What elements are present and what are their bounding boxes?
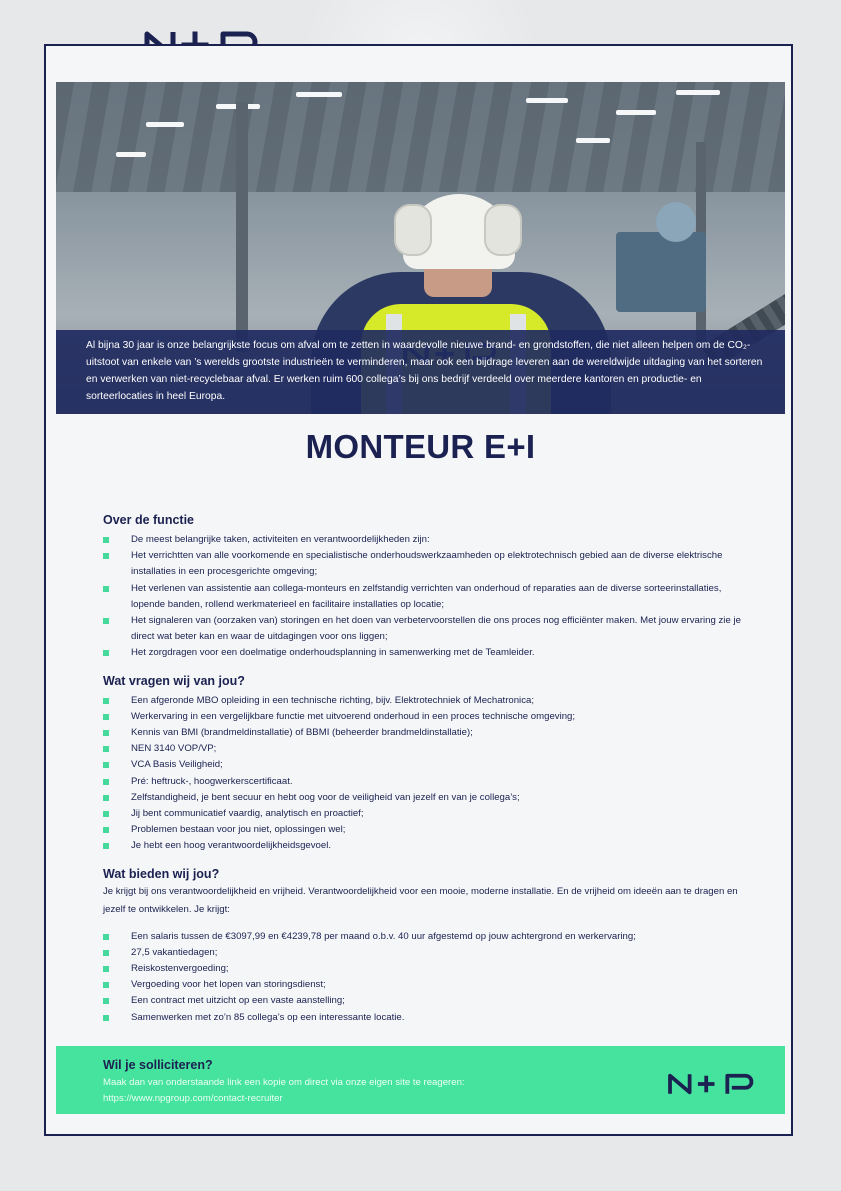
list-item: 27,5 vakantiedagen;: [103, 945, 743, 961]
np-logo-icon: [667, 1072, 759, 1096]
section-bieden-intro: Je krijgt bij ons verantwoordelijkheid en vrijheid. Verantwoordelijkheid voor een mooie, moderne installatie. En de vrijheid om ideeën aan te dragen en jezelf te ontwikkelen. Je krijgt:: [103, 885, 738, 915]
list-item: Je hebt een hoog verantwoordelijkheidsgevoel.: [103, 838, 743, 854]
list-item: Werkervaring in een vergelijkbare functie met uitvoerend onderhoud in een proces technische omgeving;: [103, 709, 743, 725]
hero-intro-text: Al bijna 30 jaar is onze belangrijkste focus om afval om te zetten in waardevolle nieuwe brand- en grondstoffen, die niet alleen helpen om de CO₂-uitstoot van enkele van ’s werelds grootste industrieën te verminderen, maar ook een bijdrage leveren aan de wereldwijde uitdaging van het sorteren en verwerken van niet-recyclebaar afval. Er werken ruim 600 collega’s bij ons bedrijf verdeeld over meerdere kantoren en productie- en sorteerlocaties in heel Europa.: [86, 340, 763, 402]
section-bieden: [103, 867, 743, 1026]
list-item: Reiskostenvergoeding;: [103, 961, 743, 977]
list-item: Een afgeronde MBO opleiding in een technische richting, bijv. Elektrotechniek of Mechatronica;: [103, 693, 743, 709]
list-item: VCA Basis Veiligheid;: [103, 757, 743, 773]
list-item: Het verlenen van assistentie aan collega-monteurs en zelfstandig verrichten van onderhoud of reparaties aan de diverse sorteerinstallaties, lopende banden, rollend werkmaterieel en facilitaire installaties op locatie;: [103, 581, 743, 613]
list-item: Zelfstandigheid, je bent secuur en hebt oog voor de veiligheid van jezelf en van je collega’s;: [103, 790, 743, 806]
section-heading-vragen: Wat vragen wij van jou?: [103, 673, 245, 688]
hero-image: [56, 82, 785, 414]
list-item: Een contract met uitzicht op een vaste aanstelling;: [103, 993, 743, 1009]
list-item: De meest belangrijke taken, activiteiten en verantwoordelijkheden zijn:: [103, 532, 743, 548]
hero-intro-box: [56, 330, 785, 414]
apply-heading: Wil je solliciteren?: [103, 1058, 213, 1072]
apply-link[interactable]: https://www.npgroup.com/contact-recruiter: [103, 1093, 283, 1104]
section-heading-functie: Over de functie: [103, 513, 194, 527]
section-functie: [103, 513, 743, 662]
apply-banner: [56, 1046, 785, 1114]
list-item: Het zorgdragen voor een doelmatige onderhoudsplanning in samenwerking met de Teamleider.: [103, 645, 743, 661]
list-item: Pré: heftruck-, hoogwerkerscertificaat.: [103, 774, 743, 790]
list-item: NEN 3140 VOP/VP;: [103, 741, 743, 757]
page-title: MONTEUR E+I: [305, 428, 536, 465]
list-item: Samenwerken met zo’n 85 collega’s op een interessante locatie.: [103, 1010, 743, 1026]
list-vragen: [103, 693, 743, 855]
list-bieden: [103, 929, 743, 1026]
list-item: Problemen bestaan voor jou niet, oplossingen wel;: [103, 822, 743, 838]
list-item: Kennis van BMI (brandmeldinstallatie) of BBMI (beheerder brandmeldinstallatie);: [103, 725, 743, 741]
vacancy-content: [103, 513, 743, 1026]
list-item: Het verrichtten van alle voorkomende en specialistische onderhoudswerkzaamheden op elektrotechnisch gebied aan de diverse elektrische installaties in een procesgerichte omgeving;: [103, 548, 743, 580]
apply-text: Maak dan van onderstaande link een kopie om direct via onze eigen site te reageren:: [103, 1077, 465, 1088]
section-heading-bieden: Wat bieden wij jou?: [103, 866, 220, 881]
list-item: Jij bent communicatief vaardig, analytisch en proactief;: [103, 806, 743, 822]
list-item: Een salaris tussen de €3097,99 en €4239,78 per maand o.b.v. 40 uur afgestemd op jouw achtergrond en werkervaring;: [103, 929, 743, 945]
list-item: Vergoeding voor het lopen van storingsdienst;: [103, 977, 743, 993]
list-functie: [103, 532, 743, 662]
list-item: Het signaleren van (oorzaken van) storingen en het doen van verbetervoorstellen die ons proces nog efficiënter maken. Met jouw ervaring zie je direct wat beter kan en waar de uitdagingen voor ons liggen;: [103, 613, 743, 645]
section-vragen: [103, 674, 743, 855]
